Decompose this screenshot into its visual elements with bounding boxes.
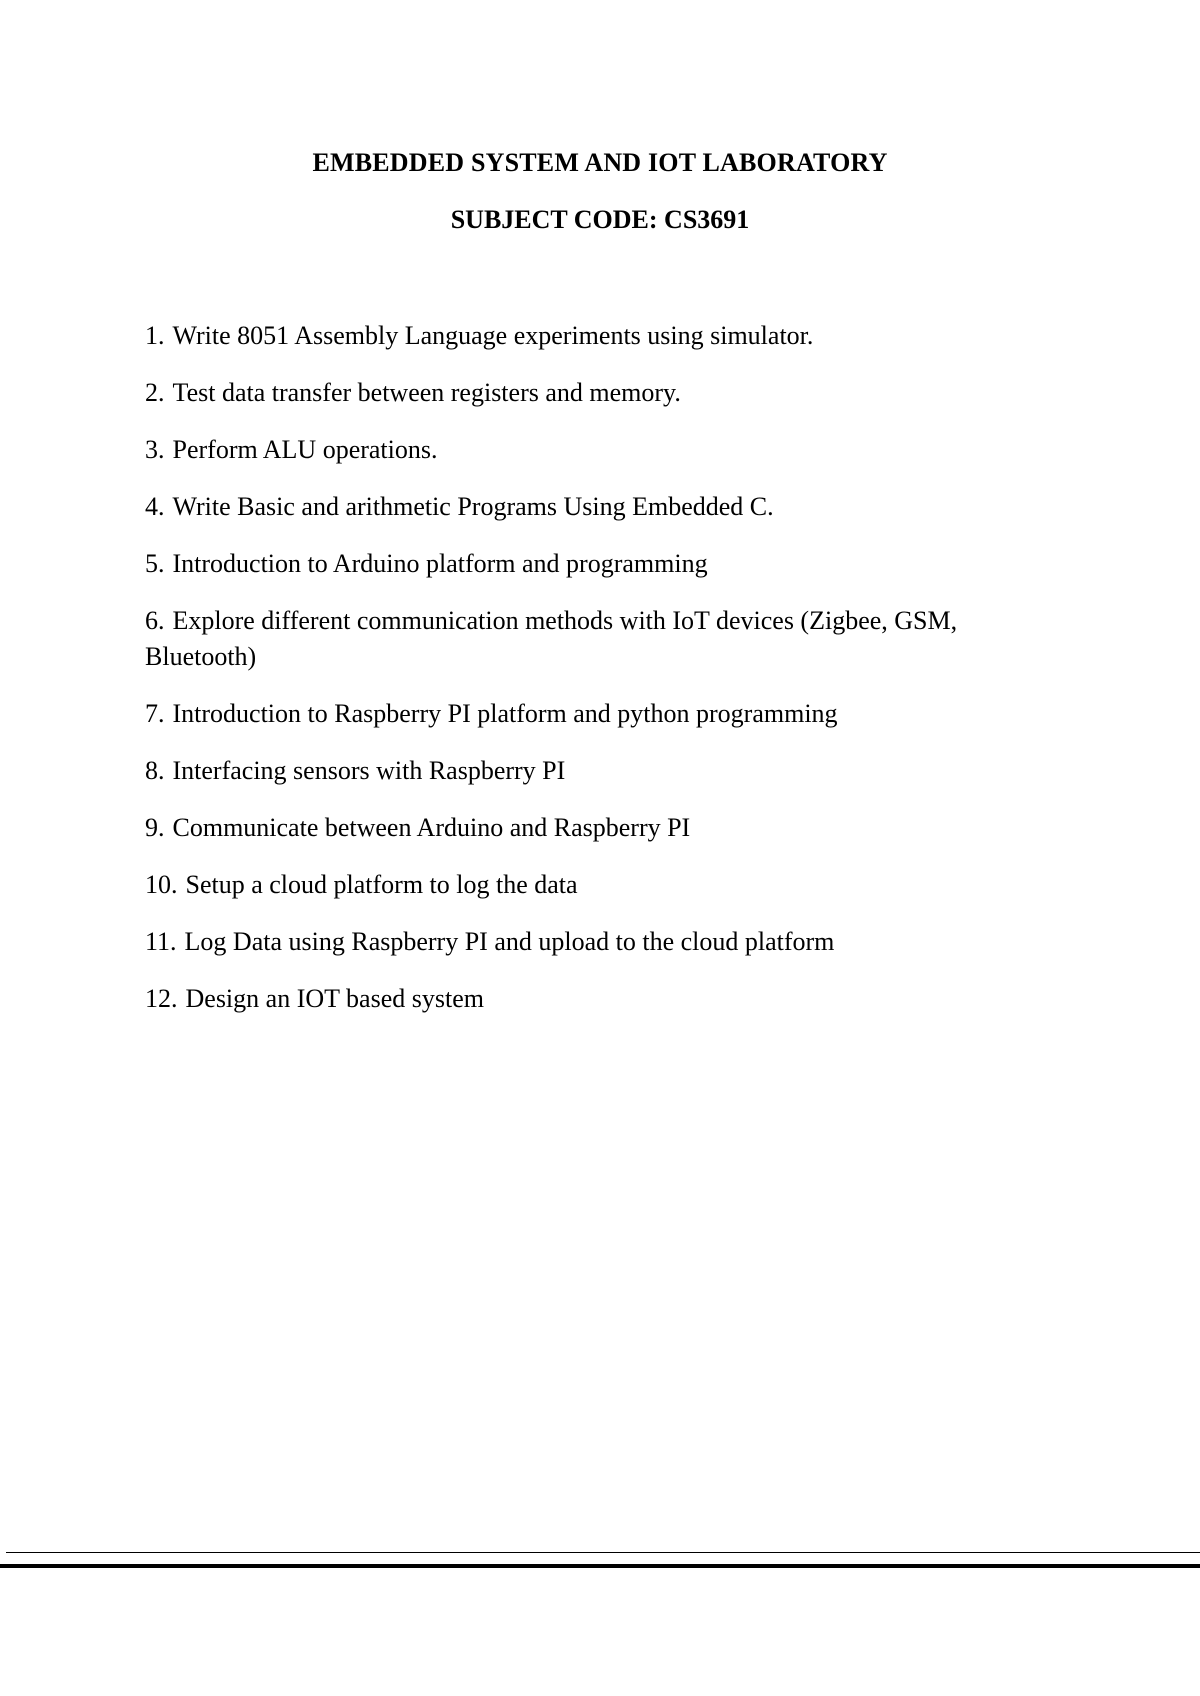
experiment-number: 2. (145, 378, 165, 407)
experiment-text: Write Basic and arithmetic Programs Using Embedded C. (172, 492, 774, 521)
experiment-text: Design an IOT based system (185, 984, 484, 1013)
experiment-number: 10. (145, 870, 178, 899)
experiment-text: Introduction to Arduino platform and programming (172, 549, 708, 578)
experiment-number: 7. (145, 699, 165, 728)
experiment-text: Log Data using Raspberry PI and upload to the cloud platform (184, 927, 835, 956)
experiment-item (145, 753, 1045, 789)
experiment-text: Explore different communication methods with IoT devices (Zigbee, GSM, Bluetooth) (145, 606, 958, 671)
footer-rule-thick (0, 1564, 1200, 1568)
experiment-text: Communicate between Arduino and Raspberry PI (172, 813, 691, 842)
experiment-number: 4. (145, 492, 165, 521)
experiment-item (145, 981, 1045, 1017)
experiment-item (145, 810, 1045, 846)
experiment-item (145, 546, 1045, 582)
experiment-text: Write 8051 Assembly Language experiments using simulator. (172, 321, 814, 350)
experiment-item (145, 432, 1045, 468)
experiment-number: 8. (145, 756, 165, 785)
experiment-number: 3. (145, 435, 165, 464)
document-title: EMBEDDED SYSTEM AND IOT LABORATORY (312, 148, 888, 177)
subject-code: SUBJECT CODE: CS3691 (450, 205, 750, 234)
experiment-text: Test data transfer between registers and memory. (172, 378, 681, 407)
footer-rule-thin (6, 1552, 1200, 1553)
experiment-text: Setup a cloud platform to log the data (185, 870, 578, 899)
experiment-number: 6. (145, 606, 165, 635)
experiment-item (145, 867, 1045, 903)
experiment-item (145, 696, 1045, 732)
experiment-number: 11. (145, 927, 177, 956)
experiment-number: 5. (145, 549, 165, 578)
experiment-text: Interfacing sensors with Raspberry PI (172, 756, 566, 785)
experiment-text: Perform ALU operations. (172, 435, 438, 464)
experiment-item (145, 318, 1045, 354)
experiment-item (145, 375, 1045, 411)
experiment-item (145, 603, 1045, 675)
experiment-number: 12. (145, 984, 178, 1013)
experiment-number: 9. (145, 813, 165, 842)
experiment-list (145, 318, 1045, 1038)
experiment-item (145, 489, 1045, 525)
experiment-number: 1. (145, 321, 165, 350)
experiment-item (145, 924, 1045, 960)
experiment-text: Introduction to Raspberry PI platform and python programming (172, 699, 838, 728)
